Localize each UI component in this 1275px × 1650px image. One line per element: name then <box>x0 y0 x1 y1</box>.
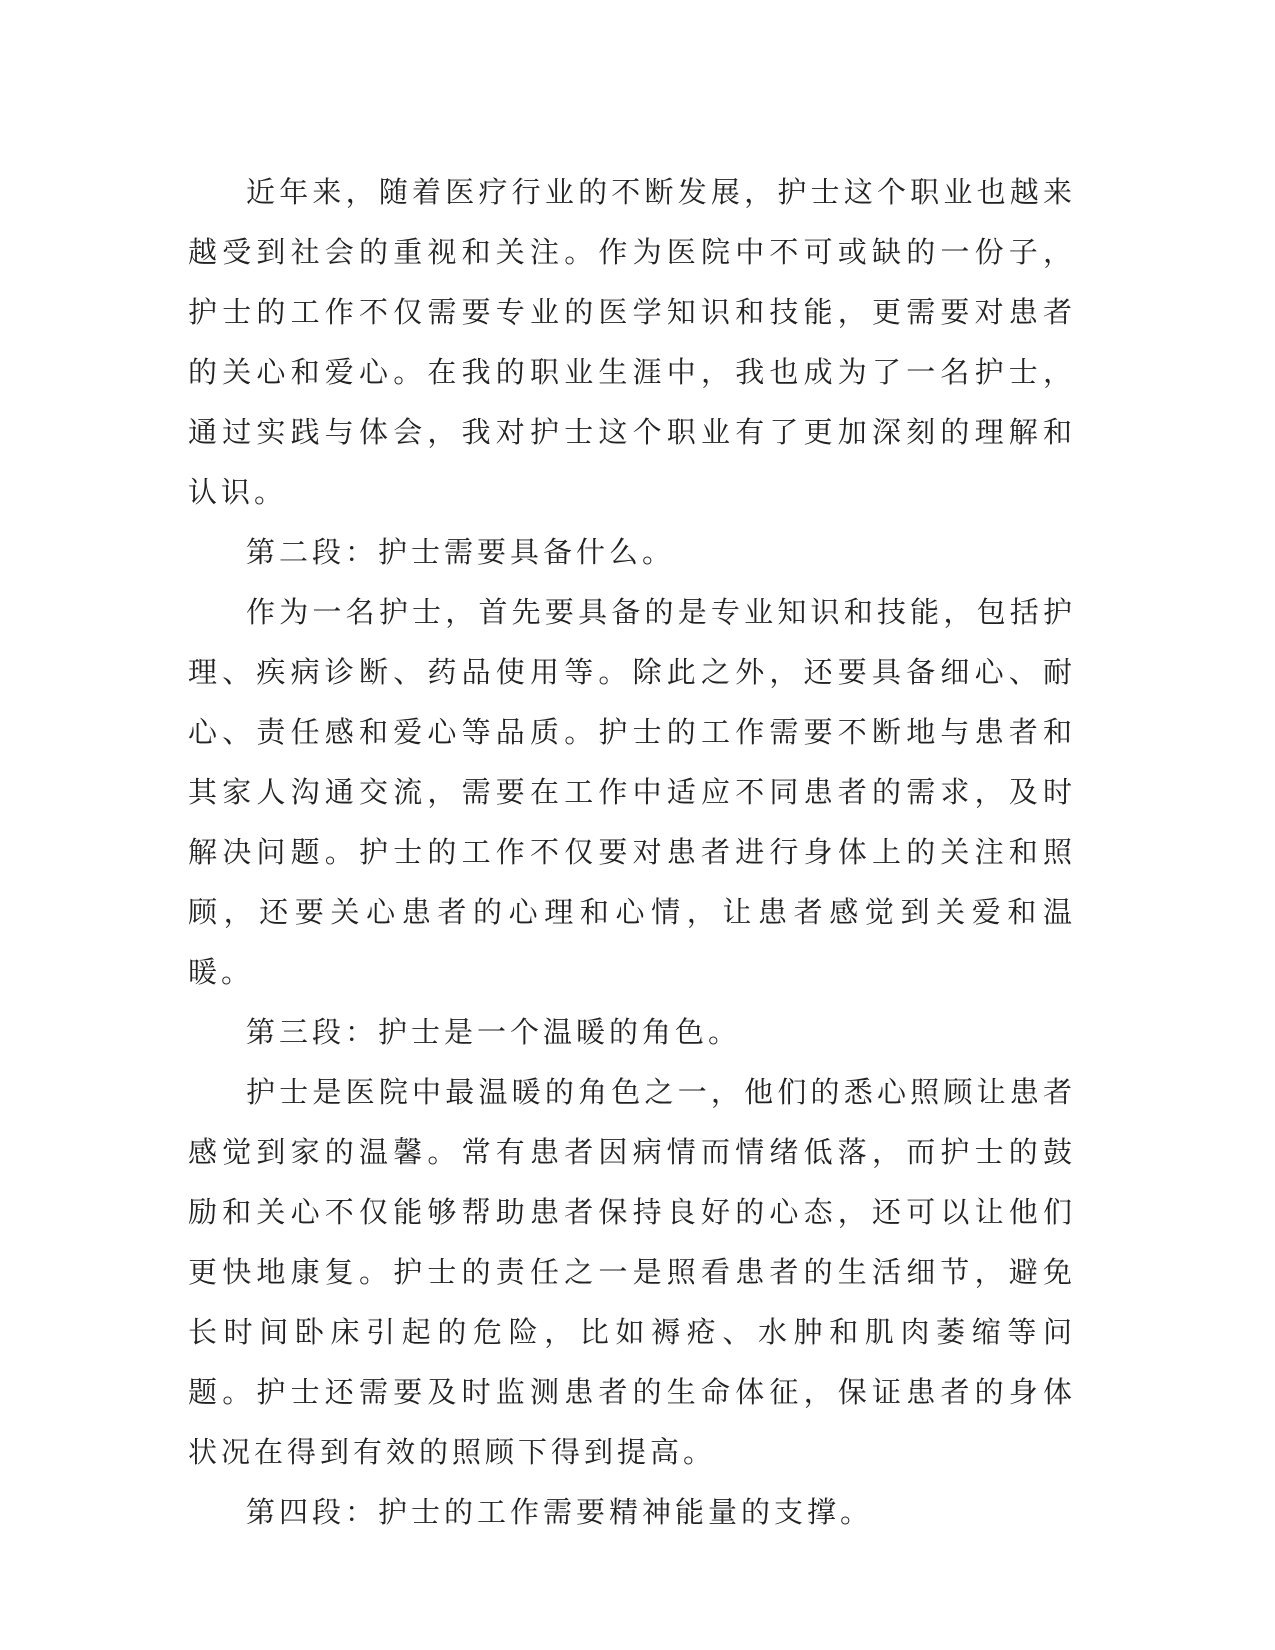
paragraph-requirements: 作为一名护士，首先要具备的是专业知识和技能，包括护理、疾病诊断、药品使用等。除此之外，还要具备细心、耐心、责任感和爱心等品质。护士的工作需要不断地与患者和其家人沟通交流，需要在工作中适应不同患者的需求，及时解决问题。护士的工作不仅要对患者进行身体上的关注和照顾，还要关心患者的心理和心情，让患者感觉到关爱和温暖。 <box>188 595 1076 989</box>
section-heading-2: 第二段：护士需要具备什么。 <box>246 535 676 569</box>
paragraph-warm-role: 护士是医院中最温暖的角色之一，他们的悉心照顾让患者感觉到家的温馨。常有患者因病情而情绪低落，而护士的鼓励和关心不仅能够帮助患者保持良好的心态，还可以让他们更快地康复。护士的责任之一是照看患者的生活细节，避免长时间卧床引起的危险，比如褥疮、水肿和肌肉萎缩等问题。护士还需要及时监测患者的生命体征，保证患者的身体状况在得到有效的照顾下得到提高。 <box>188 1075 1076 1469</box>
paragraph-intro: 近年来，随着医疗行业的不断发展，护士这个职业也越来越受到社会的重视和关注。作为医院中不可或缺的一份子，护士的工作不仅需要专业的医学知识和技能，更需要对患者的关心和爱心。在我的职业生涯中，我也成为了一名护士，通过实践与体会，我对护士这个职业有了更加深刻的理解和认识。 <box>188 175 1076 509</box>
section-heading-4: 第四段：护士的工作需要精神能量的支撑。 <box>246 1495 874 1529</box>
document-body <box>188 162 1076 1542</box>
section-heading-3: 第三段：护士是一个温暖的角色。 <box>246 1015 742 1049</box>
